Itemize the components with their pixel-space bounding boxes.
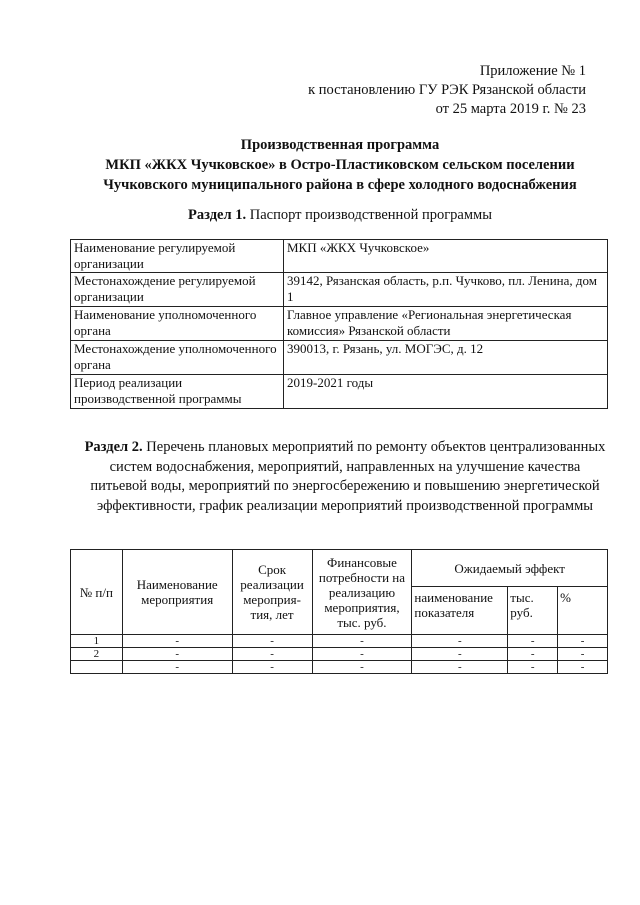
title-line: Производственная программа [240, 137, 440, 153]
cell-name: - [122, 635, 232, 648]
cell-indicator: - [412, 661, 508, 674]
cell-percent: - [558, 661, 608, 674]
cell-indicator: - [412, 635, 508, 648]
col-header-name: Наименование мероприятия [122, 550, 232, 635]
col-header-indicator: наименование показателя [412, 587, 508, 635]
document-title [40, 135, 640, 195]
cell-indicator: - [412, 648, 508, 661]
col-header-percent: % [558, 587, 608, 635]
cell-rub: - [508, 635, 558, 648]
passport-value: МКП «ЖКХ Чучковское» [284, 240, 608, 273]
section1-heading-text: Паспорт производственной программы [246, 207, 492, 223]
cell-term: - [232, 661, 312, 674]
cell-num: 1 [71, 635, 123, 648]
cell-finance: - [312, 648, 412, 661]
passport-value: Главное управление «Региональная энергетическая комиссия» Рязанской области [284, 307, 608, 341]
section2-label: Раздел 2. [84, 439, 143, 455]
table-row [71, 240, 608, 273]
passport-value: 39142, Рязанская область, р.п. Чучково, пл. Ленина, дом 1 [284, 273, 608, 307]
cell-num [71, 661, 123, 674]
cell-percent: - [558, 635, 608, 648]
cell-num: 2 [71, 648, 123, 661]
section1-heading [40, 205, 640, 225]
section1-label: Раздел 1. [188, 207, 247, 223]
table-row [71, 273, 608, 307]
cell-rub: - [508, 648, 558, 661]
table-row [71, 307, 608, 341]
appendix-block [308, 62, 586, 119]
cell-name: - [122, 661, 232, 674]
table-row [71, 648, 608, 661]
table-row [71, 661, 608, 674]
cell-rub: - [508, 661, 558, 674]
cell-percent: - [558, 648, 608, 661]
passport-key: Наименование регулируемой организации [71, 240, 284, 273]
col-header-effect: Ожидаемый эффект [412, 550, 608, 587]
appendix-line: от 25 марта 2019 г. № 23 [435, 101, 586, 117]
cell-name: - [122, 648, 232, 661]
cell-finance: - [312, 635, 412, 648]
passport-key: Период реализации производственной программы [71, 375, 284, 409]
appendix-line: Приложение № 1 [479, 63, 586, 79]
col-header-rub: тыс. руб. [508, 587, 558, 635]
cell-term: - [232, 635, 312, 648]
section2-heading-text: Перечень плановых мероприятий по ремонту объектов централизованных систем водоснабжения, мероприятий, направленных на улучшение качества питьевой воды, мероприятий по энергосбережению и повышению энергетической эффективности, график реализации мероприятий производственной программы [90, 439, 606, 514]
section2-heading [80, 438, 610, 516]
col-header-num: № п/п [71, 550, 123, 635]
table-row [71, 375, 608, 409]
passport-key: Местонахождение регулируемой организации [71, 273, 284, 307]
title-line: МКП «ЖКХ Чучковское» в Остро-Пластиковском сельском поселении [105, 157, 575, 173]
appendix-line: к постановлению ГУ РЭК Рязанской области [308, 82, 586, 98]
passport-key: Наименование уполномоченного органа [71, 307, 284, 341]
col-header-finance: Финансовые потребности на реализацию мероприятия, тыс. руб. [312, 550, 412, 635]
table-header-row [71, 550, 608, 587]
passport-table [70, 239, 608, 409]
table-row [71, 635, 608, 648]
cell-term: - [232, 648, 312, 661]
table-row [71, 341, 608, 375]
title-line: Чучковского муниципального района в сфере холодного водоснабжения [103, 177, 577, 193]
measures-table [70, 549, 608, 674]
passport-key: Местонахождение уполномоченного органа [71, 341, 284, 375]
col-header-term: Срок реализации мероприя-тия, лет [232, 550, 312, 635]
cell-finance: - [312, 661, 412, 674]
passport-value: 390013, г. Рязань, ул. МОГЭС, д. 12 [284, 341, 608, 375]
passport-value: 2019-2021 годы [284, 375, 608, 409]
